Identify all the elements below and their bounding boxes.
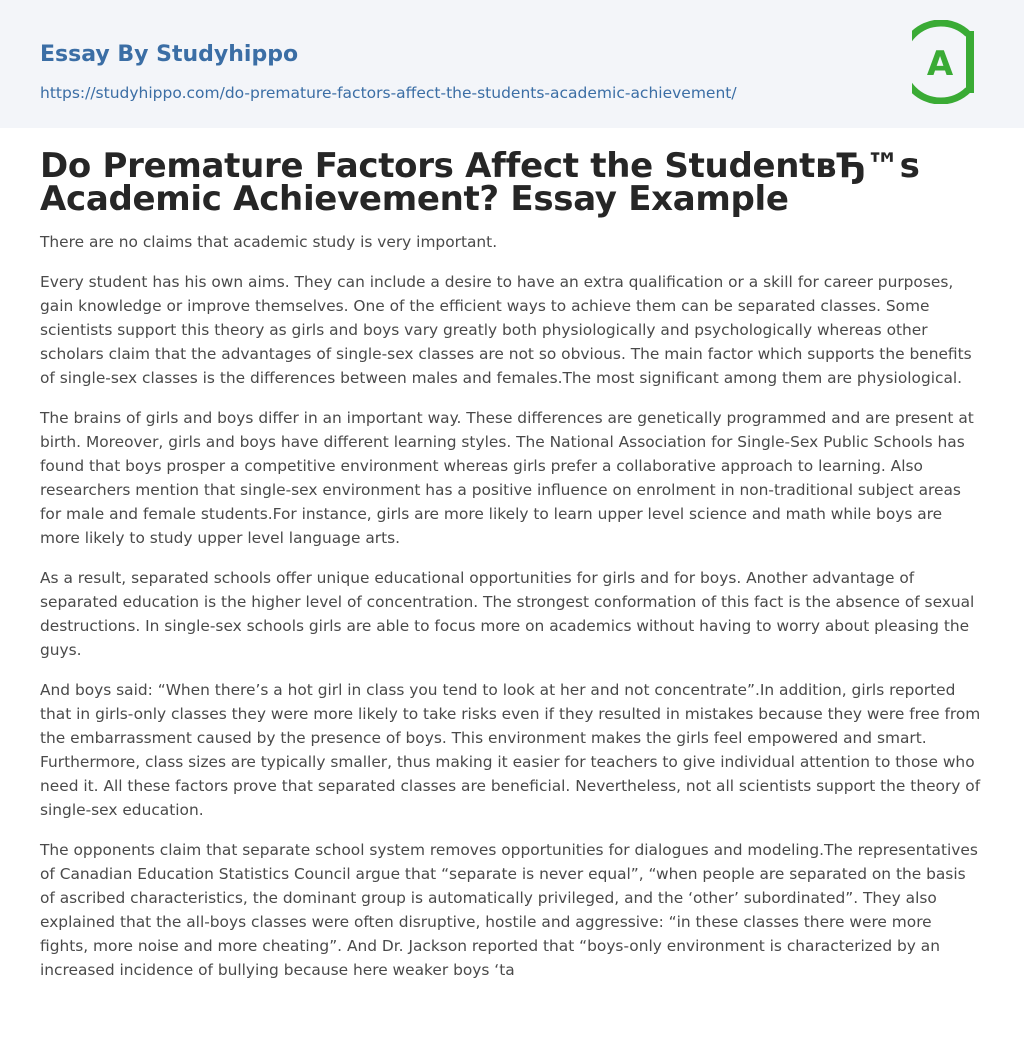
- paragraph-3: The brains of girls and boys differ in an important way. These differences are genetically programmed and are present at birth. Moreover, girls and boys have different learning styles. The National Association for Single-Sex Public Schools has found that boys prosper a competitive environment whereas girls prefer a collaborative approach to learning. Also researchers mention that single-sex environment has a positive influence on enrolment in non-traditional subject areas for male and female students.For instance, girls are more likely to learn upper level science and math while boys are more likely to study upper level language arts.: [40, 409, 974, 547]
- article-body: [40, 146, 984, 998]
- site-header: [0, 0, 1024, 128]
- studyhippo-logo-icon[interactable]: [912, 20, 986, 104]
- paragraph-1: There are no claims that academic study is very important.: [40, 233, 498, 251]
- article-url-link[interactable]: https://studyhippo.com/do-premature-factors-affect-the-students-academic-achievement/: [40, 84, 737, 102]
- paragraph-4: As a result, separated schools offer unique educational opportunities for girls and for boys. Another advantage of separated education is the higher level of concentration. The strongest conformation of this fact is the absence of sexual destructions. In single-sex schools girls are able to focus more on academics without having to worry about pleasing the guys.: [40, 569, 975, 659]
- paragraph-6: The opponents claim that separate school system removes opportunities for dialogues and modeling.The representatives of Canadian Education Statistics Council argue that “separate is never equal”, “when people are separated on the basis of ascribed characteristics, the dominant group is automatically privileged, and the ‘other’ subordinated”. They also explained that the all-boys classes were often disruptive, hostile and aggressive: “in these classes there were more fights, more noise and more cheating”. And Dr. Jackson reported that “boys-only environment is characterized by an increased incidence of bullying because here weaker boys ‘ta: [40, 841, 978, 979]
- site-brand[interactable]: Essay By Studyhippo: [40, 42, 299, 67]
- paragraph-2: Every student has his own aims. They can include a desire to have an extra qualification or a skill for career purposes, gain knowledge or improve themselves. One of the efficient ways to achieve them can be separated classes. Some scientists support this theory as girls and boys vary greatly both physiologically and psychologically whereas other scholars claim that the advantages of single-sex classes are not so obvious. The main factor which supports the benefits of single-sex classes is the differences between males and females.The most significant among them are physiological.: [40, 273, 972, 387]
- logo-letter: A: [926, 44, 954, 84]
- paragraph-5: And boys said: “When there’s a hot girl in class you tend to look at her and not concentrate”.In addition, girls reported that in girls-only classes they were more likely to take risks even if they resulted in mistakes because they were free from the embarrassment caused by the presence of boys. This environment makes the girls feel empowered and smart. Furthermore, class sizes are typically smaller, thus making it easier for teachers to give individual attention to those who need it. All these factors prove that separated classes are beneficial. Nevertheless, not all scientists support the theory of single-sex education.: [40, 681, 981, 819]
- article-title: Do Premature Factors Affect the StudentвЂ™s Academic Achievement? Essay Example: [40, 146, 920, 219]
